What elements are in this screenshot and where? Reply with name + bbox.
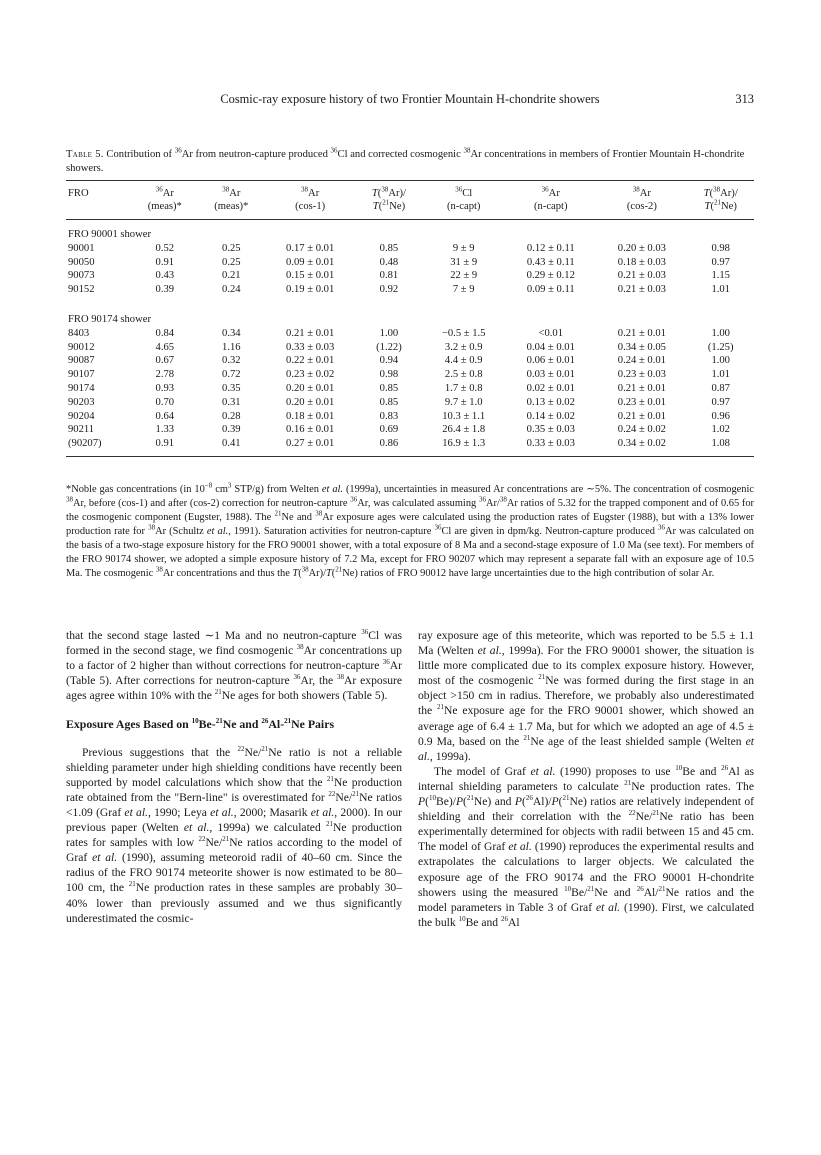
- table-cell: 0.92: [379, 284, 399, 296]
- table-cell: 0.94: [379, 355, 399, 367]
- table-cell: (1.25): [707, 341, 734, 353]
- table-cell: 90087: [68, 355, 95, 367]
- table-cell: 0.91: [155, 256, 175, 268]
- table-cell: 1.16: [222, 341, 241, 353]
- paragraph: Previous suggestions that the $^{22}$Ne/$^{21}$Ne ratio is not a reliable shielding parameter under high shielding conditions have recently been supported by model calculations which show that the $^{21}$Ne production rate obtained from the "Bern-line" is overestimated for $^{22}$Ne/$^{21}$Ne ratios <1.09 (Graf et al., 1990; Leya et al., 2000; Masarik et al., 2000). In our previous paper (Welten et al., 1999a) we calculated $^{21}$Ne production rates for samples with low $^{22}$Ne/$^{21}$Ne ratios according to the model of Graf et al. (1990), assuming meteoroid radii of 40–60 cm. Since the radius of the FRO 90174 meteorite shower is now estimated to be 80–100 cm, the $^{21}$Ne production rates in these samples are probably 30–40% lower than previously assumed and we thus significantly underestimated the cosmic-: [66, 744, 402, 925]
- table-cell: 9 ± 9: [452, 242, 475, 254]
- table-cell: 90203: [68, 396, 95, 408]
- table-cell: 0.34: [222, 327, 241, 339]
- table-cell: 0.27 ± 0.01: [265, 437, 356, 456]
- table-cell: −0.5 ± 1.5: [441, 327, 486, 339]
- table-cell: 1.01: [711, 369, 730, 381]
- table-cell: 0.17 ± 0.01: [286, 242, 335, 254]
- table-cell: 0.20 ± 0.01: [286, 382, 335, 394]
- table-cell: 0.85: [379, 396, 399, 408]
- table-cell: 0.32: [222, 355, 241, 367]
- table-row: [66, 242, 754, 256]
- table-cell: 2.5 ± 0.8: [444, 369, 483, 381]
- table-cell: 0.25: [222, 256, 241, 268]
- group-name: FRO 90001 shower: [68, 229, 151, 240]
- table-cell: 90012: [68, 341, 95, 353]
- column-header: T($^{38}$Ar)/ T($^{21}$Ne): [356, 181, 422, 220]
- table-cell: 0.41: [198, 437, 265, 456]
- table-cell: 9.7 ± 1.0: [444, 396, 483, 408]
- table-cell: 0.91: [132, 437, 199, 456]
- table-cell: 1.02: [711, 424, 730, 436]
- table-cell: 0.16 ± 0.01: [286, 424, 335, 436]
- table-cell: 0.86: [356, 437, 422, 456]
- table-cell: 0.43: [155, 270, 175, 282]
- table-cell: 0.34 ± 0.02: [596, 437, 687, 456]
- table-cell: 4.65: [155, 341, 175, 353]
- table-cell: (1.22): [376, 341, 402, 353]
- running-title: Cosmic-ray exposure history of two Frontier Mountain H-chondrite showers: [220, 92, 600, 106]
- table-cell: 0.24: [222, 284, 241, 296]
- table-cell: 0.70: [155, 396, 175, 408]
- table-cell: 0.24 ± 0.02: [617, 424, 666, 436]
- table-cell: (90207): [66, 437, 132, 456]
- table-cell: 0.02 ± 0.01: [526, 382, 575, 394]
- column-header: $^{38}$Ar (cos-1): [265, 181, 356, 220]
- table-cell: 0.31: [222, 396, 241, 408]
- table-cell: 0.21 ± 0.03: [617, 284, 666, 296]
- header-row: [66, 181, 754, 220]
- table-cell: 0.03 ± 0.01: [526, 369, 575, 381]
- table-row: [66, 256, 754, 270]
- table-cell: 0.85: [379, 382, 399, 394]
- table-cell: 0.35: [222, 382, 241, 394]
- table-cell: 0.97: [711, 396, 730, 408]
- table-cell: 0.18 ± 0.03: [617, 256, 666, 268]
- group-spacer: [66, 297, 754, 305]
- table-row: [66, 327, 754, 341]
- table-row: [66, 368, 754, 382]
- table-row: [66, 283, 754, 297]
- table-cell: 1.15: [711, 270, 730, 282]
- table-cell: 0.21 ± 0.01: [617, 382, 666, 394]
- table-cell: 1.08: [687, 437, 754, 456]
- table-cell: 0.48: [379, 256, 399, 268]
- paragraph: that the second stage lasted ∼1 Ma and no neutron-capture $^{36}$Cl was formed in the second stage, we find cosmogenic $^{38}$Ar concentrations up to a factor of 2 higher than without corrections for neutron-capture $^{36}$Ar (Table 5). After corrections for neutron-capture $^{36}$Ar, the $^{38}$Ar exposure ages agree within 10% with the $^{21}$Ne ages for both showers (Table 5).: [66, 628, 403, 703]
- table-cell: 0.72: [222, 369, 241, 381]
- table-cell: <0.01: [538, 327, 564, 339]
- table-footnote: *Noble gas concentrations (in $10^{-8}$ $cm^3$ STP/g) from Welten et al. (1999a), uncertainties in measured Ar concentrations are ∼5%. The concentration of cosmogenic $^{38}$Ar, before (cos-1) and after (cos-2) correction for neutron-capture $^{36}$Ar, was calculated assuming $^{36}$Ar/$^{38}$Ar ratios of 5.32 for the trapped component and of 0.65 for the cosmogenic component (Eugster, 1988). The $^{21}$Ne and $^{38}$Ar exposure ages were calculated using the production rates of Eugster (1988), but with a 13% lower production rate for $^{38}$Ar (Schultz et al., 1991). Saturation activities for neutron-capture $^{36}$Cl are given in dpm/kg. Neutron-capture produced $^{36}$Ar was calculated on the basis of a two-stage exposure history for the FRO 90001 shower, with a total exposure of 8 Ma and a second-stage exposure of 1.0 Ma (see text). For members of the FRO 90174 shower, we adopted a simple exposure history of 7.2 Ma, except for FRO 90207 which may represent a separate fall with an exposure age of 10.5 Ma. The cosmogenic $^{38}$Ar concentrations and thus the T($^{38}$Ar)/T($^{21}$Ne) ratios of FRO 90012 have large uncertainties due to the high contribution of solar Ar.: [66, 481, 755, 579]
- table-cell: 0.52: [155, 242, 175, 254]
- table-cell: 90211: [68, 424, 95, 436]
- table-cell: 0.21 ± 0.01: [286, 327, 335, 339]
- table-label: Table 5.: [66, 149, 104, 160]
- table-cell: 0.23 ± 0.02: [286, 369, 335, 381]
- table-cell: 0.19 ± 0.01: [286, 284, 335, 296]
- right-column: [418, 628, 754, 930]
- column-header: T($^{38}$Ar)/ T($^{21}$Ne): [687, 181, 754, 220]
- table-cell: 0.84: [155, 327, 175, 339]
- table-cell: 0.35 ± 0.03: [526, 424, 575, 436]
- table-cell: 0.24 ± 0.01: [617, 355, 666, 367]
- table-cell: 0.09 ± 0.01: [286, 256, 335, 268]
- table-cell: 0.98: [711, 242, 730, 254]
- table-row: [66, 269, 754, 283]
- table-cell: 0.33 ± 0.03: [505, 437, 596, 456]
- table-cell: 0.96: [711, 410, 730, 422]
- table-cell: 0.09 ± 0.11: [526, 284, 575, 296]
- table-cell: 7 ± 9: [452, 284, 475, 296]
- table-cell: 10.3 ± 1.1: [442, 410, 486, 422]
- table-cell: 0.18 ± 0.01: [286, 410, 335, 422]
- table-cell: 8403: [68, 327, 90, 339]
- table-cell: 1.7 ± 0.8: [444, 382, 483, 394]
- table-cell: 0.28: [222, 410, 241, 422]
- table-cell: 0.39: [155, 284, 175, 296]
- paragraph: ray exposure age of this meteorite, which was reported to be 5.5 ± 1.1 Ma (Welten et al., 1999a). For the FRO 90001 shower, the situation is little more complicated due to its complex exposure history. However, most of the cosmogenic $^{21}$Ne was formed during the first stage in an object >150 cm in radius. Therefore, we probably also underestimated the $^{21}$Ne exposure age for the FRO 90001 shower, which showed an average age of 6.4 ± 1.7 Ma, but for which we adopted an age of 4.5 ± 0.9 Ma, based on the $^{21}$Ne age of the least shielded sample (Welten et al., 1999a).: [418, 629, 755, 763]
- table-cell: 0.81: [379, 270, 399, 282]
- table-cell: 90204: [68, 410, 95, 422]
- data-table: [66, 180, 754, 457]
- group-name: FRO 90174 shower: [68, 313, 151, 325]
- table-row: [66, 341, 754, 355]
- table-cell: 0.23 ± 0.03: [617, 369, 666, 381]
- table-cell: 0.21: [222, 270, 241, 282]
- column-header: $^{36}$Ar (meas)*: [132, 181, 199, 220]
- table-caption: [66, 148, 754, 176]
- column-header: $^{36}$Cl (n-capt): [422, 181, 505, 220]
- table-cell: 0.04 ± 0.01: [526, 341, 575, 353]
- table-row: [66, 437, 754, 456]
- table-cell: 0.43 ± 0.11: [526, 256, 575, 268]
- table-cell: 0.22 ± 0.01: [286, 355, 335, 367]
- table-cell: 90001: [68, 242, 95, 254]
- table-cell: 90050: [68, 256, 95, 268]
- table-cell: 4.4 ± 0.9: [444, 355, 483, 367]
- table-cell: 0.34 ± 0.05: [617, 341, 666, 353]
- page-number: 313: [735, 92, 754, 106]
- table-cell: 1.00: [711, 327, 730, 339]
- table-cell: 22 ± 9: [450, 270, 478, 282]
- table-body: [66, 220, 754, 457]
- table-cell: 0.69: [379, 424, 399, 436]
- table-cell: 0.93: [155, 382, 175, 394]
- table-cell: 1.33: [155, 424, 175, 436]
- table-row: [66, 354, 754, 368]
- table-cell: 0.20 ± 0.03: [617, 242, 666, 254]
- table-cell: 1.00: [711, 355, 730, 367]
- column-header: $^{38}$Ar (meas)*: [198, 181, 265, 220]
- table-cell: 3.2 ± 0.9: [444, 341, 483, 353]
- table-cell: 90152: [68, 284, 95, 296]
- table-cell: 0.06 ± 0.01: [526, 355, 575, 367]
- table-cell: 90073: [68, 270, 95, 282]
- table-cell: 0.98: [379, 369, 399, 381]
- table-row: [66, 382, 754, 396]
- table-row: [66, 423, 754, 437]
- table-row: [66, 396, 754, 410]
- table-cell: 0.33 ± 0.03: [286, 341, 335, 353]
- table-cell: 0.23 ± 0.01: [617, 396, 666, 408]
- table-cell: 0.21 ± 0.01: [617, 327, 666, 339]
- column-header: $^{38}$Ar (cos-2): [596, 181, 687, 220]
- table-cell: 0.97: [711, 256, 730, 268]
- table-cell: 0.21 ± 0.03: [617, 270, 666, 282]
- table-cell: 0.21 ± 0.01: [617, 410, 666, 422]
- table-header: [66, 181, 754, 220]
- table-cell: 16.9 ± 1.3: [422, 437, 505, 456]
- table-cell: 1.00: [379, 327, 399, 339]
- table-cell: 2.78: [155, 369, 175, 381]
- table-caption-text: Contribution of $^{36}$Ar from neutron-capture produced $^{36}$Cl and corrected cosmogenic $^{38}$Ar concentrations in members of Frontier Mountain H-chondrite showers.: [66, 146, 745, 174]
- section-heading: Exposure Ages Based on $^{10}$Be-$^{21}$Ne and $^{26}$Al-$^{21}$Ne Pairs: [66, 717, 335, 732]
- table-cell: 90107: [68, 369, 95, 381]
- column-header: $^{36}$Ar (n-capt): [505, 181, 596, 220]
- table-cell: 0.29 ± 0.12: [526, 270, 575, 282]
- group-header-row: [66, 305, 754, 327]
- group-header-row: [66, 220, 754, 242]
- table-cell: 31 ± 9: [450, 256, 478, 268]
- table-cell: 0.83: [379, 410, 399, 422]
- table-cell: 0.85: [379, 242, 399, 254]
- table-cell: 0.87: [711, 382, 730, 394]
- table-cell: 90174: [68, 382, 95, 394]
- table-cell: 0.67: [155, 355, 175, 367]
- table-cell: 26.4 ± 1.8: [442, 424, 486, 436]
- table-cell: 0.12 ± 0.11: [526, 242, 575, 254]
- table-cell: 1.01: [711, 284, 730, 296]
- table-cell: 0.64: [155, 410, 175, 422]
- data-table-container: [66, 180, 754, 457]
- left-column: [66, 628, 402, 926]
- table-cell: 0.14 ± 0.02: [526, 410, 575, 422]
- paragraph: The model of Graf et al. (1990) proposes to use $^{10}$Be and $^{26}$Al as internal shielding parameters to calculate $^{21}$Ne production rates. The P($^{10}$Be)/P($^{21}$Ne) and P($^{26}$Al)/P($^{21}$Ne) ratios are relatively independent of shielding and their correlation with the $^{22}$Ne/$^{21}$Ne ratio has been experimentally determined for objects with radii between 15 and 45 cm. The model of Graf et al. (1990) reproduces the experimental results and extrapolates the calculations to larger objects. We calculated the exposure age of the FRO 90174 and the FRO 90001 H-chondrite showers using the measured $^{10}$Be/$^{21}$Ne and $^{26}$Al/$^{21}$Ne ratios and the model parameters in Table 3 of Graf et al. (1990). First, we calculated the bulk $^{10}$Be and $^{26}$Al: [418, 763, 755, 929]
- column-header: FRO: [66, 181, 132, 220]
- table-cell: 0.15 ± 0.01: [286, 270, 335, 282]
- table-row: [66, 410, 754, 424]
- table-cell: 0.25: [222, 242, 241, 254]
- table-cell: 0.39: [222, 424, 241, 436]
- table-cell: 0.13 ± 0.02: [526, 396, 575, 408]
- table-cell: 0.20 ± 0.01: [286, 396, 335, 408]
